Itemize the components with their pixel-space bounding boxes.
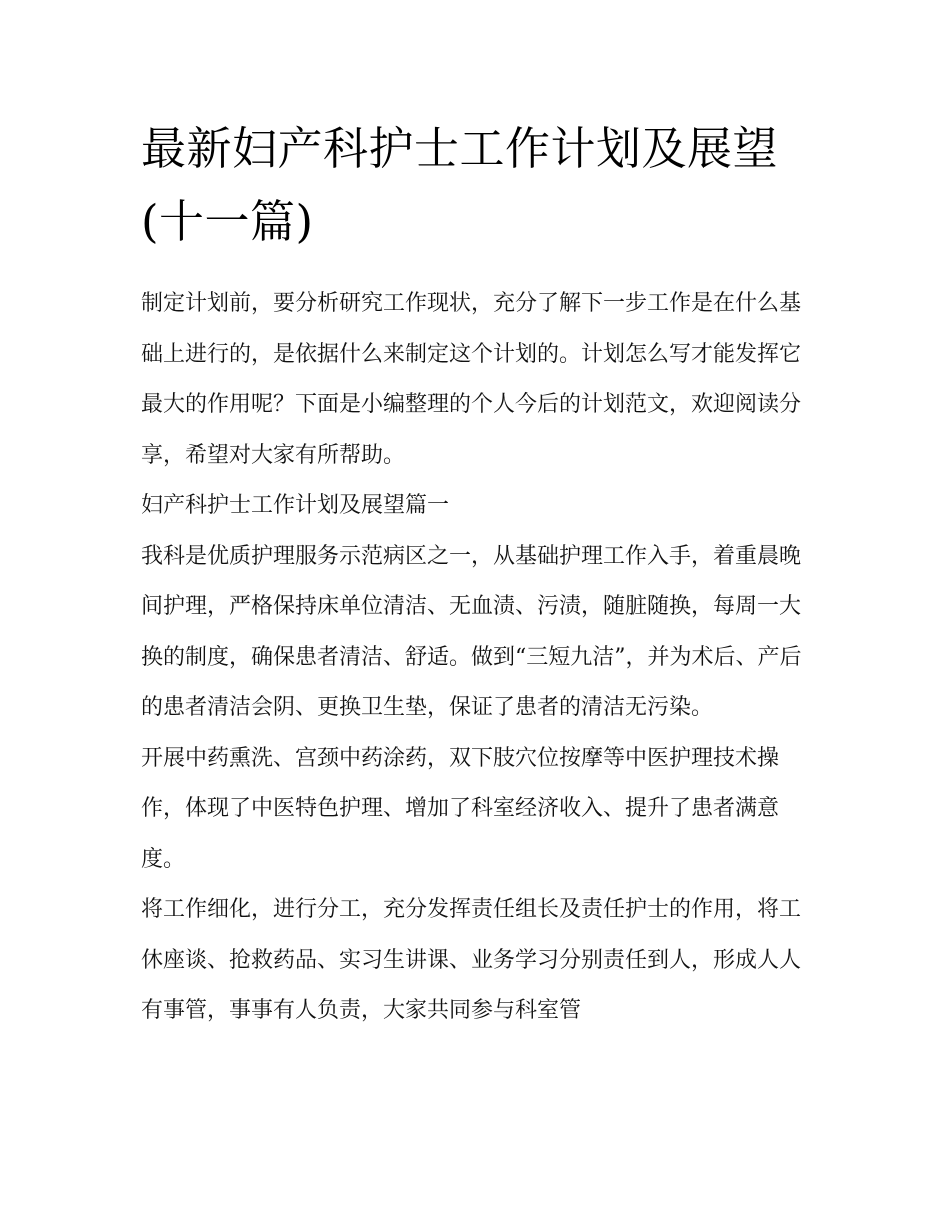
document-title: 最新妇产科护士工作计划及展望(十一篇) (141, 122, 779, 248)
document-body (141, 112, 816, 1037)
body-paragraph-2: 开展中药熏洗、宫颈中药涂药，双下肢穴位按摩等中医护理技术操作，体现了中医特色护理、增加了科室经济收入、提升了患者满意度。 (141, 745, 780, 872)
intro-paragraph: 制定计划前，要分析研究工作现状，充分了解下一步工作是在什么基础上进行的，是依据什么来制定这个计划的。计划怎么写才能发挥它最大的作用呢？下面是小编整理的个人今后的计划范文，欢迎阅读分享，希望对大家有所帮助。 (141, 291, 802, 468)
section-heading: 妇产科护士工作计划及展望篇一 (141, 493, 450, 518)
body-paragraph-1: 我科是优质护理服务示范病区之一，从基础护理工作入手，着重晨晚间护理，严格保持床单位清洁、无血渍、污渍，随脏随换，每周一大换的制度，确保患者清洁、舒适。做到“三短九洁”，并为术后、产后的患者清洁会阴、更换卫生垫，保证了患者的清洁无污染。 (141, 543, 802, 720)
body-paragraph-3: 将工作细化，进行分工，充分发挥责任组长及责任护士的作用，将工休座谈、抢救药品、实习生讲课、业务学习分别责任到人，形成人人有事管，事事有人负责，大家共同参与科室管 (141, 897, 802, 1023)
